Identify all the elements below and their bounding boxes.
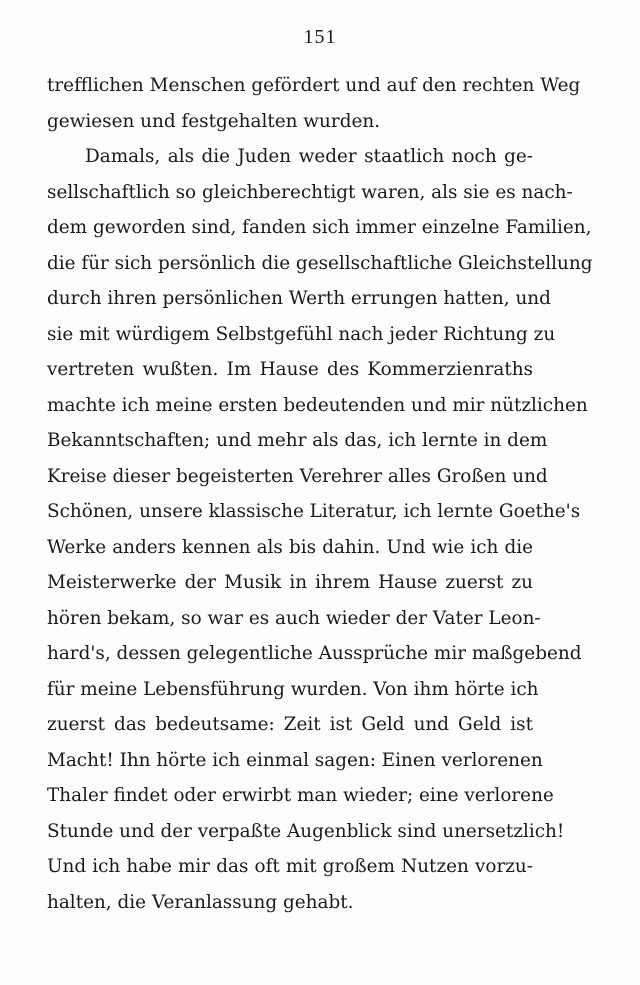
text-line: vertreten wußten. Im Hause des Kommerzienraths bbox=[47, 359, 533, 380]
text-line: sellschaftlich so gleichberechtigt waren, als sie es nach- bbox=[47, 181, 573, 203]
text-line: hören bekam, so war es auch wieder der Vater Leon- bbox=[47, 607, 541, 629]
text-line: halten, die Veranlassung gehabt. bbox=[47, 891, 354, 913]
text-line: Kreise dieser begeisterten Verehrer alles Großen und bbox=[47, 465, 548, 487]
text-line: Thaler findet oder erwirbt man wieder; eine verlorene bbox=[47, 785, 554, 806]
text-line: Bekanntschaften; und mehr als das, ich lernte in dem bbox=[47, 430, 548, 451]
text-line: sie mit würdigem Selbstgefühl nach jeder Richtung zu bbox=[47, 323, 556, 345]
text-line: Meisterwerke der Musik in ihrem Hause zuerst zu bbox=[47, 572, 533, 593]
text-line: gewiesen und festgehalten wurden. bbox=[47, 110, 381, 132]
text-line: Damals, als die Juden weder staatlich noch ge- bbox=[85, 146, 533, 167]
text-line: trefflichen Menschen gefördert und auf den rechten Weg bbox=[47, 75, 581, 96]
text-line: durch ihren persönlichen Werth errungen hatten, und bbox=[47, 288, 551, 309]
text-line: dem geworden sind, fanden sich immer einzelne Familien, bbox=[47, 217, 592, 238]
text-line: Stunde und der verpaßte Augenblick sind unersetzlich! bbox=[47, 820, 565, 842]
text-line: Macht! Ihn hörte ich einmal sagen: Einen verlorenen bbox=[47, 749, 543, 771]
page-text bbox=[47, 68, 593, 920]
text-line: Schönen, unsere klassische Literatur, ich lernte Goethe's bbox=[47, 501, 581, 522]
text-line: zuerst das bedeutsame: Zeit ist Geld und Geld ist bbox=[47, 714, 533, 735]
text-line: machte ich meine ersten bedeutenden und mir nützlichen bbox=[47, 394, 588, 416]
text-line: Werke anders kennen als bis dahin. Und wie ich die bbox=[47, 536, 533, 558]
paragraph-1 bbox=[47, 68, 581, 139]
text-line: für meine Lebensführung wurden. Von ihm hörte ich bbox=[47, 678, 539, 700]
text-line: die für sich persönlich die gesellschaftliche Gleichstellung bbox=[47, 252, 593, 274]
text-line: Und ich habe mir das oft mit großem Nutzen vorzu- bbox=[47, 856, 533, 877]
paragraph-2 bbox=[47, 139, 593, 920]
page-number: 151 bbox=[303, 26, 337, 48]
text-line: hard's, dessen gelegentliche Aussprüche mir maßgebend bbox=[47, 643, 582, 664]
